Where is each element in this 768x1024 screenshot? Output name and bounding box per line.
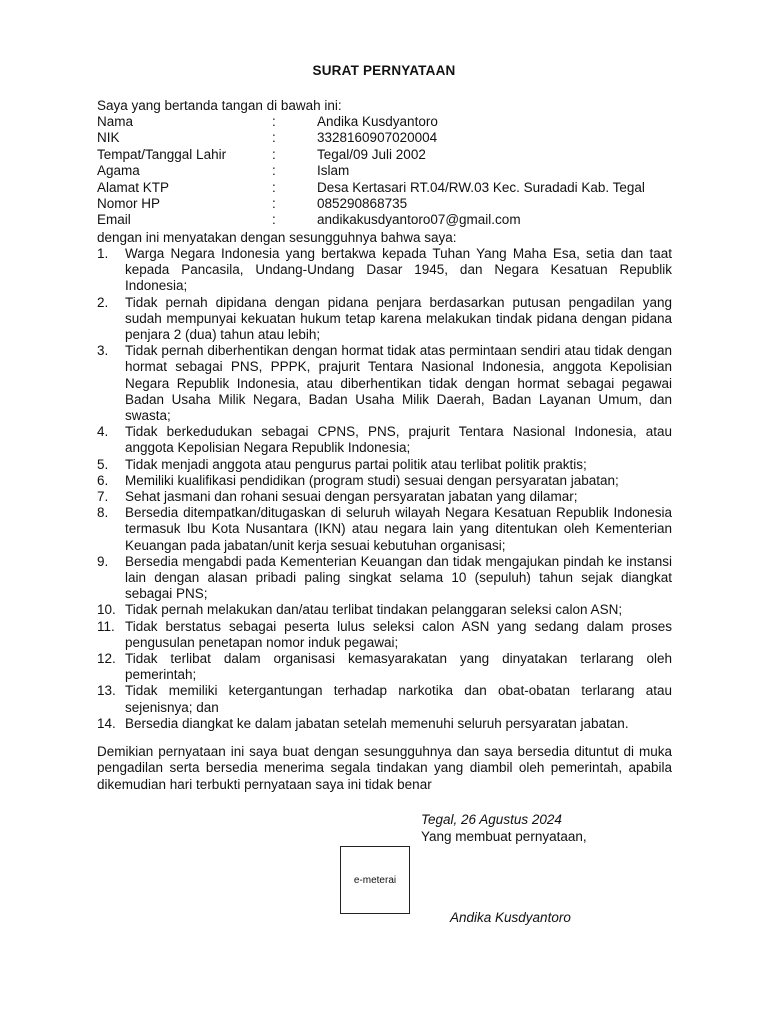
statement-intro: dengan ini menyatakan dengan sesungguhnya bahwa saya: [97, 230, 457, 245]
statement-item [97, 473, 672, 489]
field-value: Tegal/09 Juli 2002 [317, 146, 426, 162]
closing-paragraph: Demikian pernyataan ini saya buat dengan sesungguhnya dan saya bersedia dituntut di muka pengadilan serta bersedia menerima segala tindakan yang diambil oleh pemerintah, apabila dikemudian hari terbukti pernyataan saya ini tidak benar [97, 744, 672, 792]
statement-text: Bersedia ditempatkan/ditugaskan di seluruh wilayah Negara Kesatuan Republik Indonesia termasuk Ibu Kota Nusantara (IKN) atau negara lain yang ditentukan oleh Kementerian Keuangan pada jabatan/unit kerja sesuai kebutuhan organisasi; [125, 505, 672, 553]
field-value: 3328160907020004 [317, 130, 438, 146]
document-title: SURAT PERNYATAAN [312, 63, 456, 78]
place-date: Tegal, 26 Agustus 2024 [421, 812, 562, 827]
statement-text: Tidak menjadi anggota atau pengurus partai politik atau terlibat politik praktis; [125, 456, 587, 472]
statement-text: Memiliki kualifikasi pendidikan (program studi) sesuai dengan persyaratan jabatan; [125, 472, 619, 488]
field-value: 085290868735 [317, 195, 408, 211]
statement-number: 10. [97, 602, 116, 618]
statement-item [97, 716, 672, 732]
statement-number: 14. [97, 715, 116, 731]
field-value: Andika Kusdyantoro [317, 114, 438, 129]
field-colon: : [272, 146, 276, 162]
statement-text: Tidak pernah melakukan dan/atau terlibat tindakan pelanggaran seleksi calon ASN; [125, 602, 623, 618]
field-colon: : [272, 130, 276, 146]
statement-item [97, 683, 672, 715]
field-label: Email [97, 212, 131, 228]
statement-number: 2. [97, 294, 109, 310]
statement-item [97, 619, 672, 651]
field-label: Alamat KTP [97, 179, 170, 195]
statement-text: Tidak pernah dipidana dengan pidana penjara berdasarkan putusan pengadilan yang sudah mempunyai kekuatan hukum tetap karena melakukan tindak pidana dengan pidana penjara 2 (dua) tahun atau lebih; [125, 294, 672, 343]
statement-text: Tidak terlibat dalam organisasi kemasyarakatan yang dinyatakan terlarang oleh pemerintah; [125, 651, 672, 683]
statement-list [97, 246, 672, 732]
statement-text: Bersedia mengabdi pada Kementerian Keuangan dan tidak mengajukan pindah ke instansi lain dengan alasan pribadi paling singkat selama 10 (sepuluh) tahun sejak diangkat sebagai PNS; [125, 553, 672, 602]
statement-number: 6. [97, 472, 109, 488]
field-colon: : [272, 179, 276, 195]
maker-label: Yang membuat pernyataan, [421, 829, 587, 844]
signer-name: Andika Kusdyantoro [450, 910, 571, 925]
field-colon: : [272, 163, 276, 179]
field-label: Nomor HP [97, 195, 161, 211]
field-label: Agama [97, 163, 140, 179]
meterai-label: e-meterai [353, 874, 397, 886]
statement-text: Sehat jasmani dan rohani sesuai dengan persyaratan jabatan yang dilamar; [125, 489, 578, 505]
statement-number: 13. [97, 683, 116, 699]
statement-item [97, 246, 672, 295]
statement-text: Tidak pernah diberhentikan dengan hormat tidak atas permintaan sendiri atau tidak dengan hormat sebagai PNS, PPPK, prajurit Tentara Nasional Indonesia, anggota Kepolisian Negara Republik Indonesia, atau diberhentikan tidak dengan hormat sebagai pegawai Badan Usaha Milik Negara, Badan Usaha Milik Daerah, Badan Layanan Umum, dan swasta; [125, 343, 672, 424]
statement-item [97, 505, 672, 554]
field-colon: : [272, 212, 276, 228]
field-label: Nama [97, 114, 134, 129]
field-label: NIK [97, 130, 120, 146]
statement-item [97, 554, 672, 603]
field-colon: : [272, 114, 276, 129]
field-value: Desa Kertasari RT.04/RW.03 Kec. Suradadi Kab. Tegal [317, 179, 645, 195]
statement-number: 8. [97, 505, 109, 521]
statement-text: Tidak memiliki ketergantungan terhadap narkotika dan obat-obatan terlarang atau sejenisnya; dan [125, 683, 672, 715]
statement-item [97, 457, 672, 473]
statement-text: Bersedia diangkat ke dalam jabatan setelah memenuhi seluruh persyaratan jabatan. [125, 715, 629, 731]
statement-item [97, 489, 672, 505]
statement-text: Tidak berstatus sebagai peserta lulus seleksi calon ASN yang sedang dalam proses pengusulan penetapan nomor induk pegawai; [125, 618, 672, 650]
statement-item [97, 424, 672, 456]
statement-number: 12. [97, 651, 116, 667]
statement-number: 7. [97, 489, 109, 505]
field-label: Tempat/Tanggal Lahir [97, 146, 227, 162]
intro-text: Saya yang bertanda tangan di bawah ini: [97, 98, 342, 113]
statement-text: Tidak berkedudukan sebagai CPNS, PNS, prajurit Tentara Nasional Indonesia, atau anggota Kepolisian Negara Republik Indonesia; [125, 424, 672, 456]
statement-item [97, 343, 672, 424]
statement-number: 3. [97, 343, 109, 359]
statement-text: Warga Negara Indonesia yang bertakwa kepada Tuhan Yang Maha Esa, setia dan taat kepada Pancasila, Undang-Undang Dasar 1945, dan Negara Kesatuan Republik Indonesia; [125, 246, 672, 294]
statement-number: 4. [97, 424, 109, 440]
statement-number: 11. [97, 618, 115, 634]
e-meterai-stamp-box [340, 846, 410, 914]
statement-item [97, 651, 672, 683]
field-value: andikakusdyantoro07@gmail.com [317, 212, 521, 228]
statement-item [97, 602, 672, 618]
field-colon: : [272, 195, 276, 211]
field-value: Islam [317, 163, 350, 179]
statement-number: 1. [97, 246, 109, 261]
statement-item [97, 295, 672, 344]
statement-number: 9. [97, 553, 109, 569]
statement-number: 5. [97, 456, 109, 472]
